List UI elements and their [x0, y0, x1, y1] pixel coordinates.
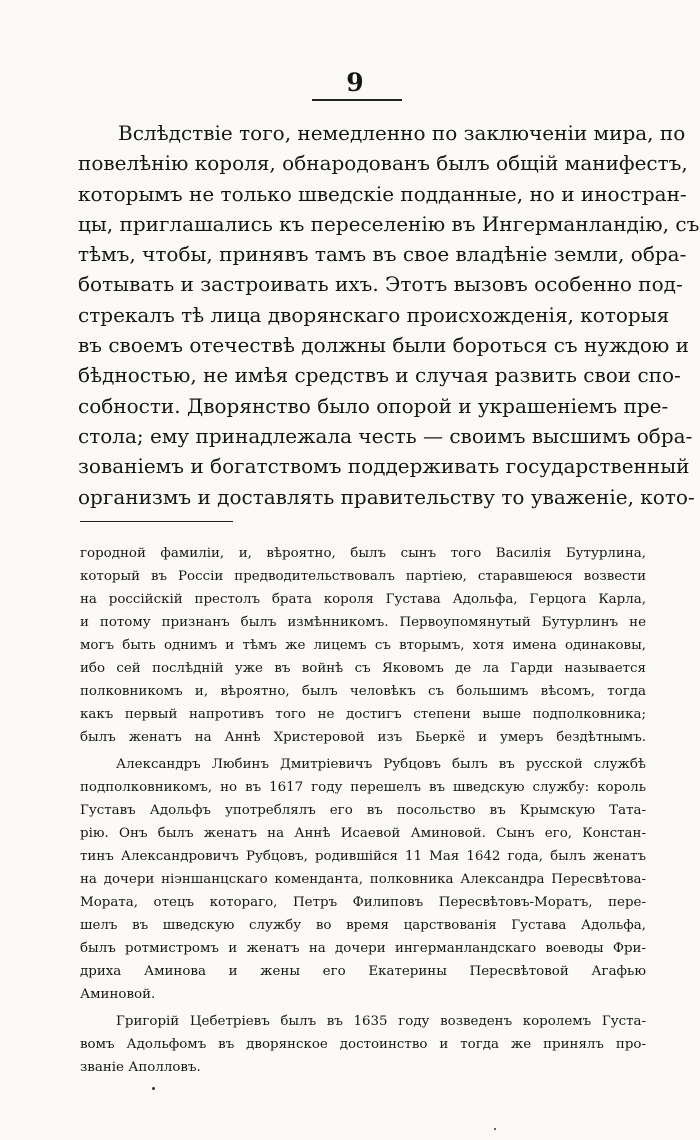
main-text-line: повелѣнію короля, обнародованъ былъ общій манифестъ, — [78, 151, 688, 176]
page-number: 9 — [346, 68, 364, 97]
footnote-line: Густавъ Адольфъ употреблялъ его въ посольство въ Крымскую Тата- — [80, 803, 646, 818]
main-text-line: которымъ не только шведскіе подданные, но и иностран- — [78, 181, 687, 206]
footnote-line: Мората, отецъ котораго, Петръ Филиповъ Пересвѣтовъ-Моратъ, пере- — [80, 895, 646, 910]
footnote-line: былъ женатъ на Аннѣ Христеровой изъ Бьеркё и умеръ бездѣтнымъ. — [80, 730, 646, 745]
footnote-paragraph-3 — [80, 1010, 646, 1079]
footnote-line: полковникомъ и, вѣроятно, былъ человѣкъ съ большимъ вѣсомъ, тогда — [80, 684, 646, 699]
footnote-line: званіе Аполловъ. — [80, 1060, 201, 1075]
main-text-line: бѣдностью, не имѣя средствъ и случая развить свои спо- — [78, 363, 681, 388]
footnote-line: на россійскій престолъ брата короля Густава Адольфа, Герцога Карла, — [80, 592, 646, 607]
main-text — [78, 118, 700, 512]
footnote-line: могъ быть однимъ и тѣмъ же лицемъ съ вторымъ, хотя имена одинаковы, — [80, 638, 646, 653]
main-text-line: цы, приглашались къ переселенію въ Ингерманландію, съ — [78, 211, 700, 236]
main-text-line: стрекалъ тѣ лица дворянскаго происхожденія, которыя — [78, 302, 670, 327]
footnotes — [80, 542, 646, 1079]
paper-speck — [152, 1087, 155, 1090]
main-text-line: тѣмъ, чтобы, принявъ тамъ въ свое владѣніе земли, обра- — [78, 242, 687, 267]
footnote-line: Григорій Цебетріевъ былъ въ 1635 году возведенъ королемъ Густа- — [116, 1014, 646, 1029]
footnote-line: ибо сей послѣдній уже въ войнѣ съ Яковомъ де ла Гарди называется — [80, 661, 646, 676]
footnote-line: какъ первый напротивъ того не достигъ степени выше подполковника; — [80, 707, 646, 722]
main-text-line: собности. Дворянство было опорой и украшеніемъ пре- — [78, 393, 669, 418]
footnote-line: тинъ Александровичъ Рубцовъ, родившійся 11 Мая 1642 года, былъ женатъ — [80, 849, 646, 864]
footnote-line: городной фамиліи, и, вѣроятно, былъ сынъ того Василія Бутурлина, — [80, 546, 646, 561]
footnote-line: былъ ротмистромъ и женатъ на дочери ингерманландскаго воеводы Фри- — [80, 941, 646, 956]
footnote-line: вомъ Адольфомъ въ дворянское достоинство и тогда же принялъ про- — [80, 1037, 646, 1052]
main-text-line: стола; ему принадлежала честь — своимъ высшимъ обра- — [78, 423, 693, 448]
footnote-line: Аминовой. — [80, 987, 156, 1002]
page-number-rule — [312, 99, 402, 101]
main-text-line: Вслѣдствіе того, немедленно по заключеніи мира, по — [118, 121, 686, 145]
footnote-line: рію. Онъ былъ женатъ на Аннѣ Исаевой Аминовой. Сынъ его, Констан- — [80, 826, 646, 841]
footnote-line: шелъ въ шведскую службу во время царствованія Густава Адольфа, — [80, 918, 646, 933]
footnote-paragraph-2 — [80, 753, 646, 1006]
footnote-line: и потому признанъ былъ измѣнникомъ. Первоупомянутый Бутурлинъ не — [80, 615, 646, 630]
footnote-line: подполковникомъ, но въ 1617 году перешелъ въ шведскую службу: король — [80, 780, 646, 795]
footnote-line: на дочери ніэншанцскаго коменданта, полковника Александра Пересвѣтова- — [80, 872, 646, 887]
main-text-line: въ своемъ отечествѣ должны были бороться съ нуждою и — [78, 333, 689, 358]
paper-speck — [494, 1128, 496, 1130]
footnote-line: Александръ Любинъ Дмитріевичъ Рубцовъ былъ въ русской службѣ — [116, 757, 646, 772]
footnote-separator — [80, 521, 233, 522]
main-text-line: организмъ и доставлять правительству то уваженіе, кото- — [78, 484, 695, 509]
footnote-line: который въ Россіи предводительствовалъ партіею, старавшеюся возвести — [80, 569, 646, 584]
main-text-line: ботывать и застроивать ихъ. Этотъ вызовъ особенно под- — [78, 272, 683, 297]
footnote-line: дриха Аминова и жены его Екатерины Пересвѣтовой Агафью — [80, 964, 646, 979]
footnote-paragraph-1 — [80, 542, 646, 749]
main-text-line: зованіемъ и богатствомъ поддерживать государственный — [78, 454, 690, 479]
